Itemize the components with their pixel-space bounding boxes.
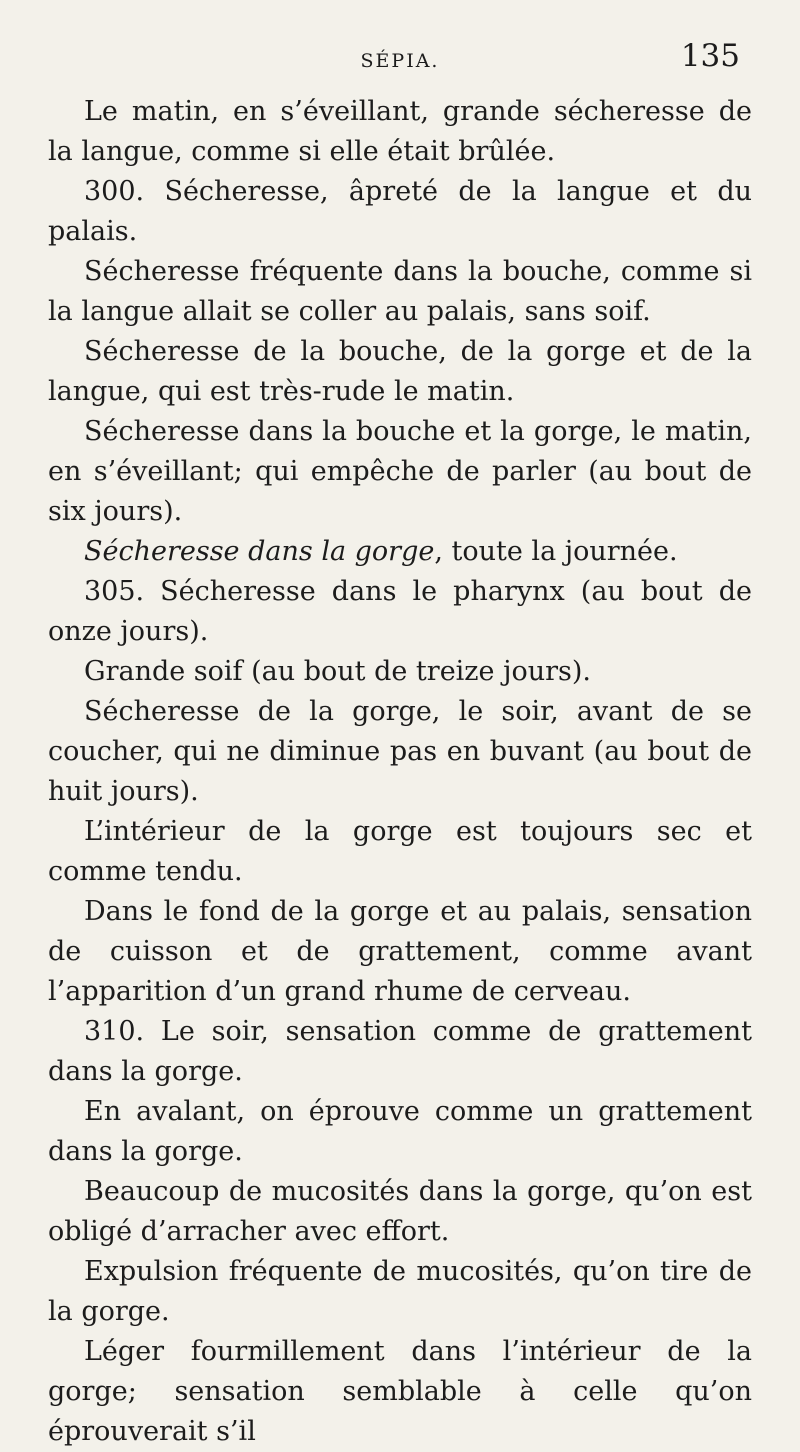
paragraph: Sécheresse de la bouche, de la gorge et de la langue, qui est très-rude le matin.: [48, 336, 752, 407]
paragraph: Expulsion fréquente de mucosités, qu’on tire de la gorge.: [48, 1256, 752, 1327]
paragraph: 300. Sécheresse, âpreté de la langue et du palais.: [48, 176, 752, 247]
paragraph: Sécheresse fréquente dans la bouche, comme si la langue allait se coller au palais, sans soif.: [48, 256, 752, 327]
paragraph: Dans le fond de la gorge et au palais, sensation de cuisson et de grattement, comme avant l’apparition d’un grand rhume de cerveau.: [48, 896, 752, 1007]
paragraph: 310. Le soir, sensation comme de grattement dans la gorge.: [48, 1016, 752, 1087]
paragraph: Le matin, en s’éveillant, grande sécheresse de la langue, comme si elle était brûlée.: [48, 96, 752, 167]
paragraph: Beaucoup de mucosités dans la gorge, qu’on est obligé d’arracher avec effort.: [48, 1176, 752, 1247]
paragraph: Sécheresse dans la gorge, toute la journée.: [84, 536, 678, 567]
paragraph: En avalant, on éprouve comme un grattement dans la gorge.: [48, 1096, 752, 1167]
italic-lead: Sécheresse dans la gorge: [84, 536, 435, 567]
page-number: 135: [680, 38, 740, 74]
body-text: [48, 92, 752, 1452]
running-title: SÉPIA.: [360, 50, 440, 72]
paragraph: Sécheresse dans la bouche et la gorge, le matin, en s’éveillant; qui empêche de parler (au bout de six jours).: [48, 416, 752, 527]
paragraph: Sécheresse de la gorge, le soir, avant de se coucher, qui ne diminue pas en buvant (au bout de huit jours).: [48, 696, 752, 807]
running-head: [48, 38, 752, 88]
paragraph: 305. Sécheresse dans le pharynx (au bout de onze jours).: [48, 576, 752, 647]
paragraph: Léger fourmillement dans l’intérieur de la gorge; sensation semblable à celle qu’on éprouverait s’il: [48, 1336, 752, 1447]
paragraph: L’intérieur de la gorge est toujours sec et comme tendu.: [48, 816, 752, 887]
paragraph: Grande soif (au bout de treize jours).: [84, 656, 591, 687]
